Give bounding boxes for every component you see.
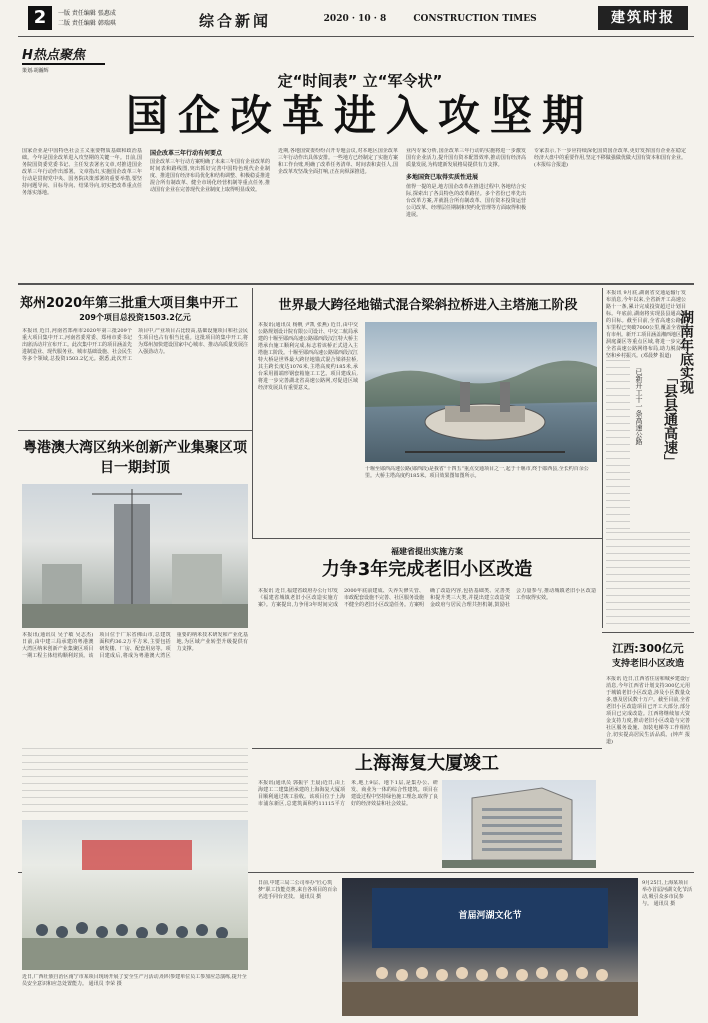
column-tag [22,44,142,76]
stage-banner: 首届河湖文化节 [458,911,522,921]
hunan-headline [660,300,696,520]
feature-para-e: 值得一提的是,地方国企改革在推进过程中,各地结合实际,探索出了各具特色的改革路径。多个省份已率先出台改革方案,并就混合所有制改革、国有资本投资运营公司改革、经理层任期制和契约化管理等方面取得积极进展。 [406,184,526,218]
fujian-body [258,588,596,744]
gba-headline: 粤港澳大湾区纳米创新产业集聚区项目一期封顶 [23,440,247,476]
masthead [0,0,708,36]
jiangxi-body-text: 本报讯 近日,江西省住房和城乡建设厅消息,今年江西省计划支持300亿元用于城镇老旧小区改造,涉及小区数量众多,惠及居民数十万户。截至目前,全省老旧小区改造项目已开工大部分,部分项目已完成改造。江西将继续加大资金支持力度,推动老旧小区改造与完善社区服务设施、加装电梯等工作相结合,切实提高居民生活品质。(钟声 报道) [606,676,690,745]
feature-headline: 国企改革进入攻坚期 [125,91,594,140]
hunan-headline-1: 湖南年底实现 [678,310,694,394]
hunan-body-fill [606,360,630,530]
bridge-caption-text: 十堰至郧西高速公路(郧西段)是我省“十四五”重点交通项目之一,起于十堰市,终于郧西县,全长约百余公里。大桥主塔高度约185米。项目效果图如图所示。 [365,466,589,479]
editor-line-2: 二版 责任编辑 韩瑞琪 [58,20,116,27]
paper-logo: 建筑时报 [598,6,688,30]
bridge-caption [365,466,597,506]
feature-kicker: 定“时间表” 立“军令状” [277,72,443,90]
bridge-body [258,322,358,532]
bridge-illustration [365,322,597,462]
feature-subhead-1: 国企改革三年行动有何要点 [150,150,223,157]
hunan-subhead: 已新开工十一条高速公路 [635,368,643,445]
fujian-kicker: 福建省提出实施方案 [391,547,463,556]
shanghai-body-text: 本报讯(通讯员 郭振宇 王晨)近日,由上海建工二建集团承建的上海海复大厦项目顺利通过竣工验收。该项目位于上海市浦东新区,总建筑面积约11115平方米,地上9层、地下1层,是集办公、研发、商业为一体的综合性建筑。项目在建设过程中坚持绿色施工理念,取得了良好的经济效益和社会效益。 [258,780,438,807]
bottom-mid-caption-text: 日前,中建三局二公司举办“匠心筑梦”职工技能竞赛,来自各项目的百余名选手同台竞技。 通讯员 摄 [258,880,338,900]
section-title: 综合新闻 [198,12,271,30]
bottom-right-caption-text: 9月25日,上海某项目举办首届河湖文化节活动,吸引众多市民参与。 通讯员 摄 [642,880,692,907]
gba-illustration [22,484,248,628]
zhengzhou-headline: 郑州2020年第三批重大项目集中开工 [20,296,239,311]
shanghai-headline: 上海海复大厦竣工 [355,753,499,774]
zhengzhou-body [22,328,248,424]
fujian-body-text: 本报讯 近日,福建省政府办公厅印发《福建省城镇老旧小区改造实施方案》。方案提出,力争用3年时间完成2000年底前建成、失养失修失管、市政配套设施不完善、社区服务设施不健全的老旧小区改造任务。方案明确了改造内容,包括基础类、完善类和提升类三大类,并提出建立改造资金政府与居民合理共担机制,鼓励社会力量参与,推动城镇老旧小区改造工作取得实效。 [258,588,596,608]
bridge-headline: 世界最大跨径地锚式混合梁斜拉桥进入主塔施工阶段 [278,298,578,313]
feature-para-a: 国家企业是中国特色社会主义重要物质基础和政治基础。今年是国企改革进入攻坚期的关键一年。日前,国务院国资委党委书记、主任发表署名文章,对推进国企改革三年行动作出部署。文章指出,实施国企改革三年行动是贯彻党中央、国务院决策部署的重要举措,要坚持问题导向、目标导向、结果导向,切实把改革重点任务落实落地。 [22,148,142,196]
shanghai-body [258,780,438,870]
bottom-right-caption [642,880,692,1016]
hunan-body-text: 本报讯 9月底,湖南省交通运输厅发布消息,今年以来,全省新开工高速公路十一条,累计完成投资超过计划目标。年底前,湖南将实现县县通高速的目标。截至目前,全省高速公路通车里程已突破7000公里,覆盖全省所有市州。新开工项目涵盖湘西地区、洞庭湖区等重点区域,将进一步完善全省高速公路网络布局,助力脱贫攻坚和乡村振兴。(邓晨梦 报道) [606,290,686,359]
hunan-body-fill-2 [606,532,690,628]
bridge-body-text: 本报讯(通讯员 杨帆 尹凯 张燕) 近日,由中交公路规划设计院有限公司设计、中交二航局承建的十堰至郧西高速公路郧西段汉江特大桥主塔承台施工顺利完成,标志着该桥正式进入主塔施工阶段。十堰至郧西高速公路郧西段汉江特大桥是世界最大跨径地锚式混合梁斜拉桥,其主跨长度达1076米,主塔高度约185米,承台采用圆端形钢套箱施工工艺。项目建成后,将进一步完善湖北省高速公路网,对促进区域经济发展具有重要意义。 [258,322,358,391]
bottom-left-caption-text: 近日,广西壮族自治区南宁市某项目现场开展了安全生产月活动,组织参建单位员工参加应急演练,提升全员安全意识和应急处置能力。 通讯员 李荣 摄 [22,974,247,987]
jiangxi-body [606,676,690,866]
crowd-illustration [22,820,248,970]
bottom-left-photo [22,820,248,970]
feature-para-b: 国企改革三年行动方案明确了未来三年国有企业改革的时间表和路线图,突出抓好完善中国特色现代企业制度、推进国有经济布局优化和结构调整、积极稳妥推进混合所有制改革、健全市场化经营机制等重点任务,推动国有企业在完善现代企业制度上取得明显成效。 [150,159,270,193]
gba-body [22,632,248,744]
gba-body-fill [22,748,248,814]
bottom-mid-caption [258,880,338,1010]
issue-date: 2020 · 10 · 8 [323,14,387,24]
feature-para-c: 近期,各地国资委纷纷召开专题会议,对本地区国企改革三年行动作出具体安排。一些地方已经制定了实施方案和工作台账,明确了改革任务清单、时间表和责任人,国企改革攻坚战全面打响,正在向纵深推进。 [278,148,398,175]
shanghai-photo [442,780,596,868]
zhengzhou-subhead: 209个项目总投资1503.2亿元 [79,313,191,322]
column-tag-title: H热点聚焦 [22,44,105,65]
gba-body-text: 本报讯(通讯员 吴子敏 吴志杰) 日前,由中建三局承建的粤港澳大湾区纳米创新产业集聚区项目一期工程主体结构顺利封顶。该项目位于广东省佛山市,总建筑面积约36.2万平方米,主要包括研发楼、厂房、配套用房等。项目建成后,将成为粤港澳大湾区重要的纳米技术研发和产业化基地,为区域产业转型升级提供有力支撑。 [22,632,248,659]
jiangxi-headline-2: 支持老旧小区改造 [611,659,684,669]
stage-illustration [342,878,638,1016]
shanghai-building-illustration [442,780,596,868]
fujian-headline: 力争3年完成老旧小区改造 [321,559,533,580]
zhengzhou-body-text: 本报讯 近日,河南省郑州市2020年第三批209个重大项目集中开工,河南省委常委、郑州市委书记出席活动并宣布开工。此次集中开工的项目涵盖先进制造业、现代服务业、城市基础设施、社会民生等多个领域,总投资1503.2亿元。据悉,此次开工项目中,产业项目占比较高,基础设施项目和社会民生项目也占有相当比重。这批项目的集中开工,将为郑州加快建设国家中心城市、推动高质量发展注入强劲动力。 [22,328,248,362]
jiangxi-headline-1: 江西:300亿元 [612,642,684,655]
bottom-mid-photo [342,878,638,1016]
column-tag-sub: 策划:胡瀚辉 [22,68,49,74]
gba-photo [22,484,248,628]
feature-para-d: 业内专家分析,国企改革三年行动的实施将进一步激发国有企业活力,提升国有资本配置效率,推动国有经济高质量发展,为构建新发展格局提供有力支撑。 [406,148,526,168]
feature-para-f: 专家表示,下一步应持续深化国资国企改革,更好发挥国有企业在稳定经济大盘中的重要作用,坚定不移做强做优做大国有资本和国有企业。(本报综合报道) [534,148,686,168]
hunan-headline-2: 「县县通高速」 [662,370,678,468]
page-number: 2 [28,6,52,30]
feature-body [22,148,686,278]
paper-name-en: CONSTRUCTION TIMES [413,14,537,24]
bottom-left-caption [22,974,248,1018]
feature-subhead-2: 多地国资已取得实质性进展 [406,174,479,181]
bridge-photo [365,322,597,462]
editor-line-1: 一版 责任编辑 張惠成 [58,10,116,17]
